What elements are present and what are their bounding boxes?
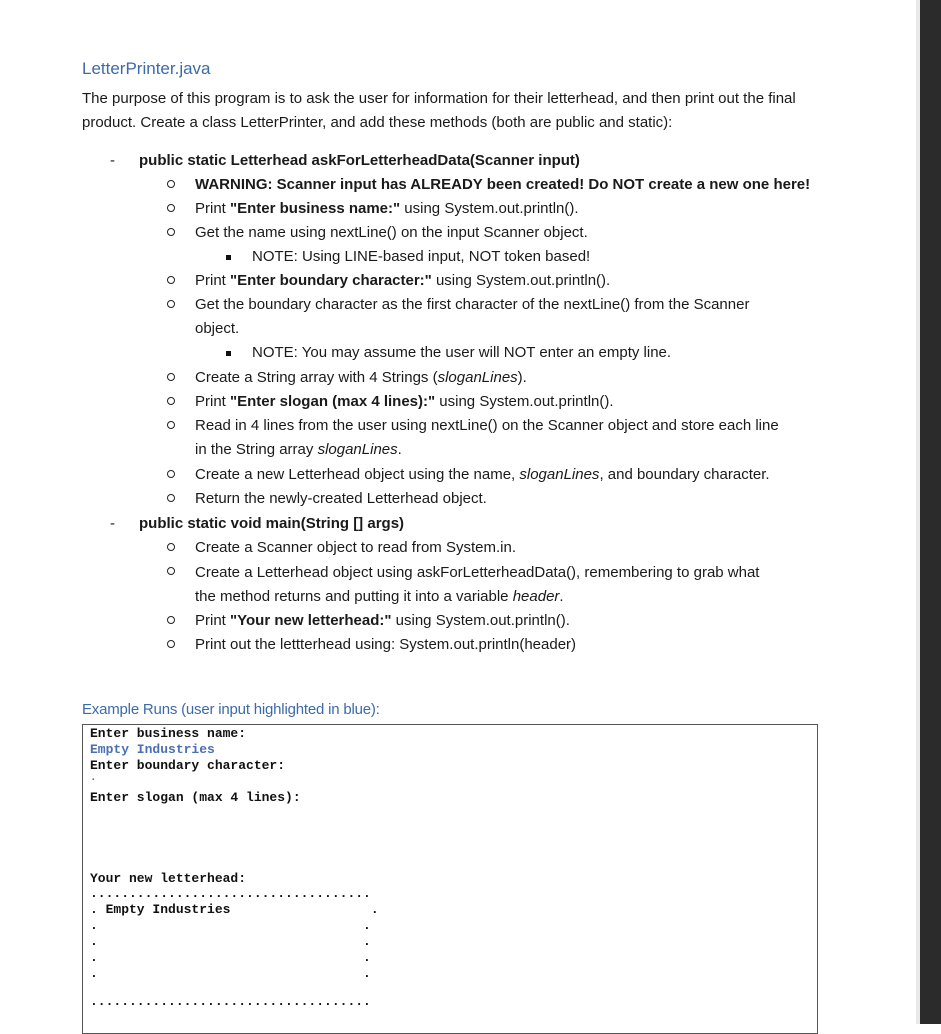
list-item-print-name: Print "Enter business name:" using System.out.println(). <box>195 200 579 217</box>
square-bullet-icon <box>226 255 231 260</box>
list-item-create-letterhead-main: Create a Letterhead object using askForLetterheadData(), remembering to grab what <box>195 564 760 581</box>
list-item-create-array: Create a String array with 4 Strings (sloganLines). <box>195 369 527 386</box>
circle-bullet-icon <box>167 228 175 236</box>
example-runs-title: Example Runs (user input highlighted in blue): <box>82 701 380 718</box>
user-input-name: Empty Industries <box>90 742 215 757</box>
dash-bullet: - <box>110 152 115 169</box>
circle-bullet-icon <box>167 640 175 648</box>
user-input-boundary: . <box>90 772 97 784</box>
letterhead-side-row: . . <box>90 918 371 933</box>
circle-bullet-icon <box>167 494 175 502</box>
list-item-create-letterhead-main-cont: the method returns and putting it into a variable header. <box>195 588 564 605</box>
list-item-read-lines: Read in 4 lines from the user using nextLine() on the Scanner object and store each line <box>195 417 779 434</box>
letterhead-side-row: . . <box>90 966 371 981</box>
letterhead-border-top: .................................... <box>90 886 371 901</box>
console-output-box <box>82 724 818 1034</box>
list-item-print-new: Print "Your new letterhead:" using System.out.println(). <box>195 612 570 629</box>
list-item-read-lines-cont: in the String array sloganLines. <box>195 441 402 458</box>
document-title: LetterPrinter.java <box>82 59 211 78</box>
circle-bullet-icon <box>167 397 175 405</box>
scrollbar-track[interactable] <box>920 0 941 1024</box>
list-item-get-boundary-cont: object. <box>195 320 240 337</box>
note-line-based: NOTE: Using LINE-based input, NOT token based! <box>252 248 591 265</box>
circle-bullet-icon <box>167 300 175 308</box>
list-item-print-out: Print out the lettterhead using: System.out.println(header) <box>195 636 577 653</box>
circle-bullet-icon <box>167 567 175 575</box>
list-item-return: Return the newly-created Letterhead object. <box>195 490 487 507</box>
circle-bullet-icon <box>167 373 175 381</box>
square-bullet-icon <box>226 351 231 356</box>
list-item-print-slogan: Print "Enter slogan (max 4 lines):" using System.out.println(). <box>195 393 614 410</box>
circle-bullet-icon <box>167 421 175 429</box>
circle-bullet-icon <box>167 470 175 478</box>
letterhead-side-row: . . <box>90 934 371 949</box>
intro-paragraph: The purpose of this program is to ask the user for information for their letterhead, and then print out the final product. Create a class LetterPrinter, and add these methods (both are public and static): <box>82 90 796 131</box>
letterhead-side-row: . . <box>90 950 371 965</box>
method-signature-main: public static void main(String [] args) <box>139 515 405 532</box>
list-item-get-boundary: Get the boundary character as the first character of the nextLine() from the Scanner <box>195 296 750 313</box>
circle-bullet-icon <box>167 616 175 624</box>
method-signature-askfor: public static Letterhead askForLetterheadData(Scanner input) <box>139 152 580 169</box>
circle-bullet-icon <box>167 543 175 551</box>
prompt-slogan: Enter slogan (max 4 lines): <box>90 790 301 805</box>
list-item-create-scanner: Create a Scanner object to read from System.in. <box>195 539 516 556</box>
result-heading: Your new letterhead: <box>90 871 247 886</box>
list-item-create-letterhead: Create a new Letterhead object using the name, sloganLines, and boundary character. <box>195 466 770 483</box>
list-item-print-boundary: Print "Enter boundary character:" using System.out.println(). <box>195 272 611 289</box>
letterhead-name-row: . Empty Industries . <box>90 902 379 917</box>
circle-bullet-icon <box>167 180 175 188</box>
list-item-get-name: Get the name using nextLine() on the input Scanner object. <box>195 224 588 241</box>
dash-bullet: - <box>110 515 115 532</box>
prompt-boundary: Enter boundary character: <box>90 758 286 773</box>
note-empty-line: NOTE: You may assume the user will NOT enter an empty line. <box>252 344 672 361</box>
list-item-warning: WARNING: Scanner input has ALREADY been created! Do NOT create a new one here! <box>195 176 811 193</box>
circle-bullet-icon <box>167 204 175 212</box>
letterhead-border-bottom: .................................... <box>90 994 371 1009</box>
circle-bullet-icon <box>167 276 175 284</box>
prompt-business-name: Enter business name: <box>90 726 247 741</box>
